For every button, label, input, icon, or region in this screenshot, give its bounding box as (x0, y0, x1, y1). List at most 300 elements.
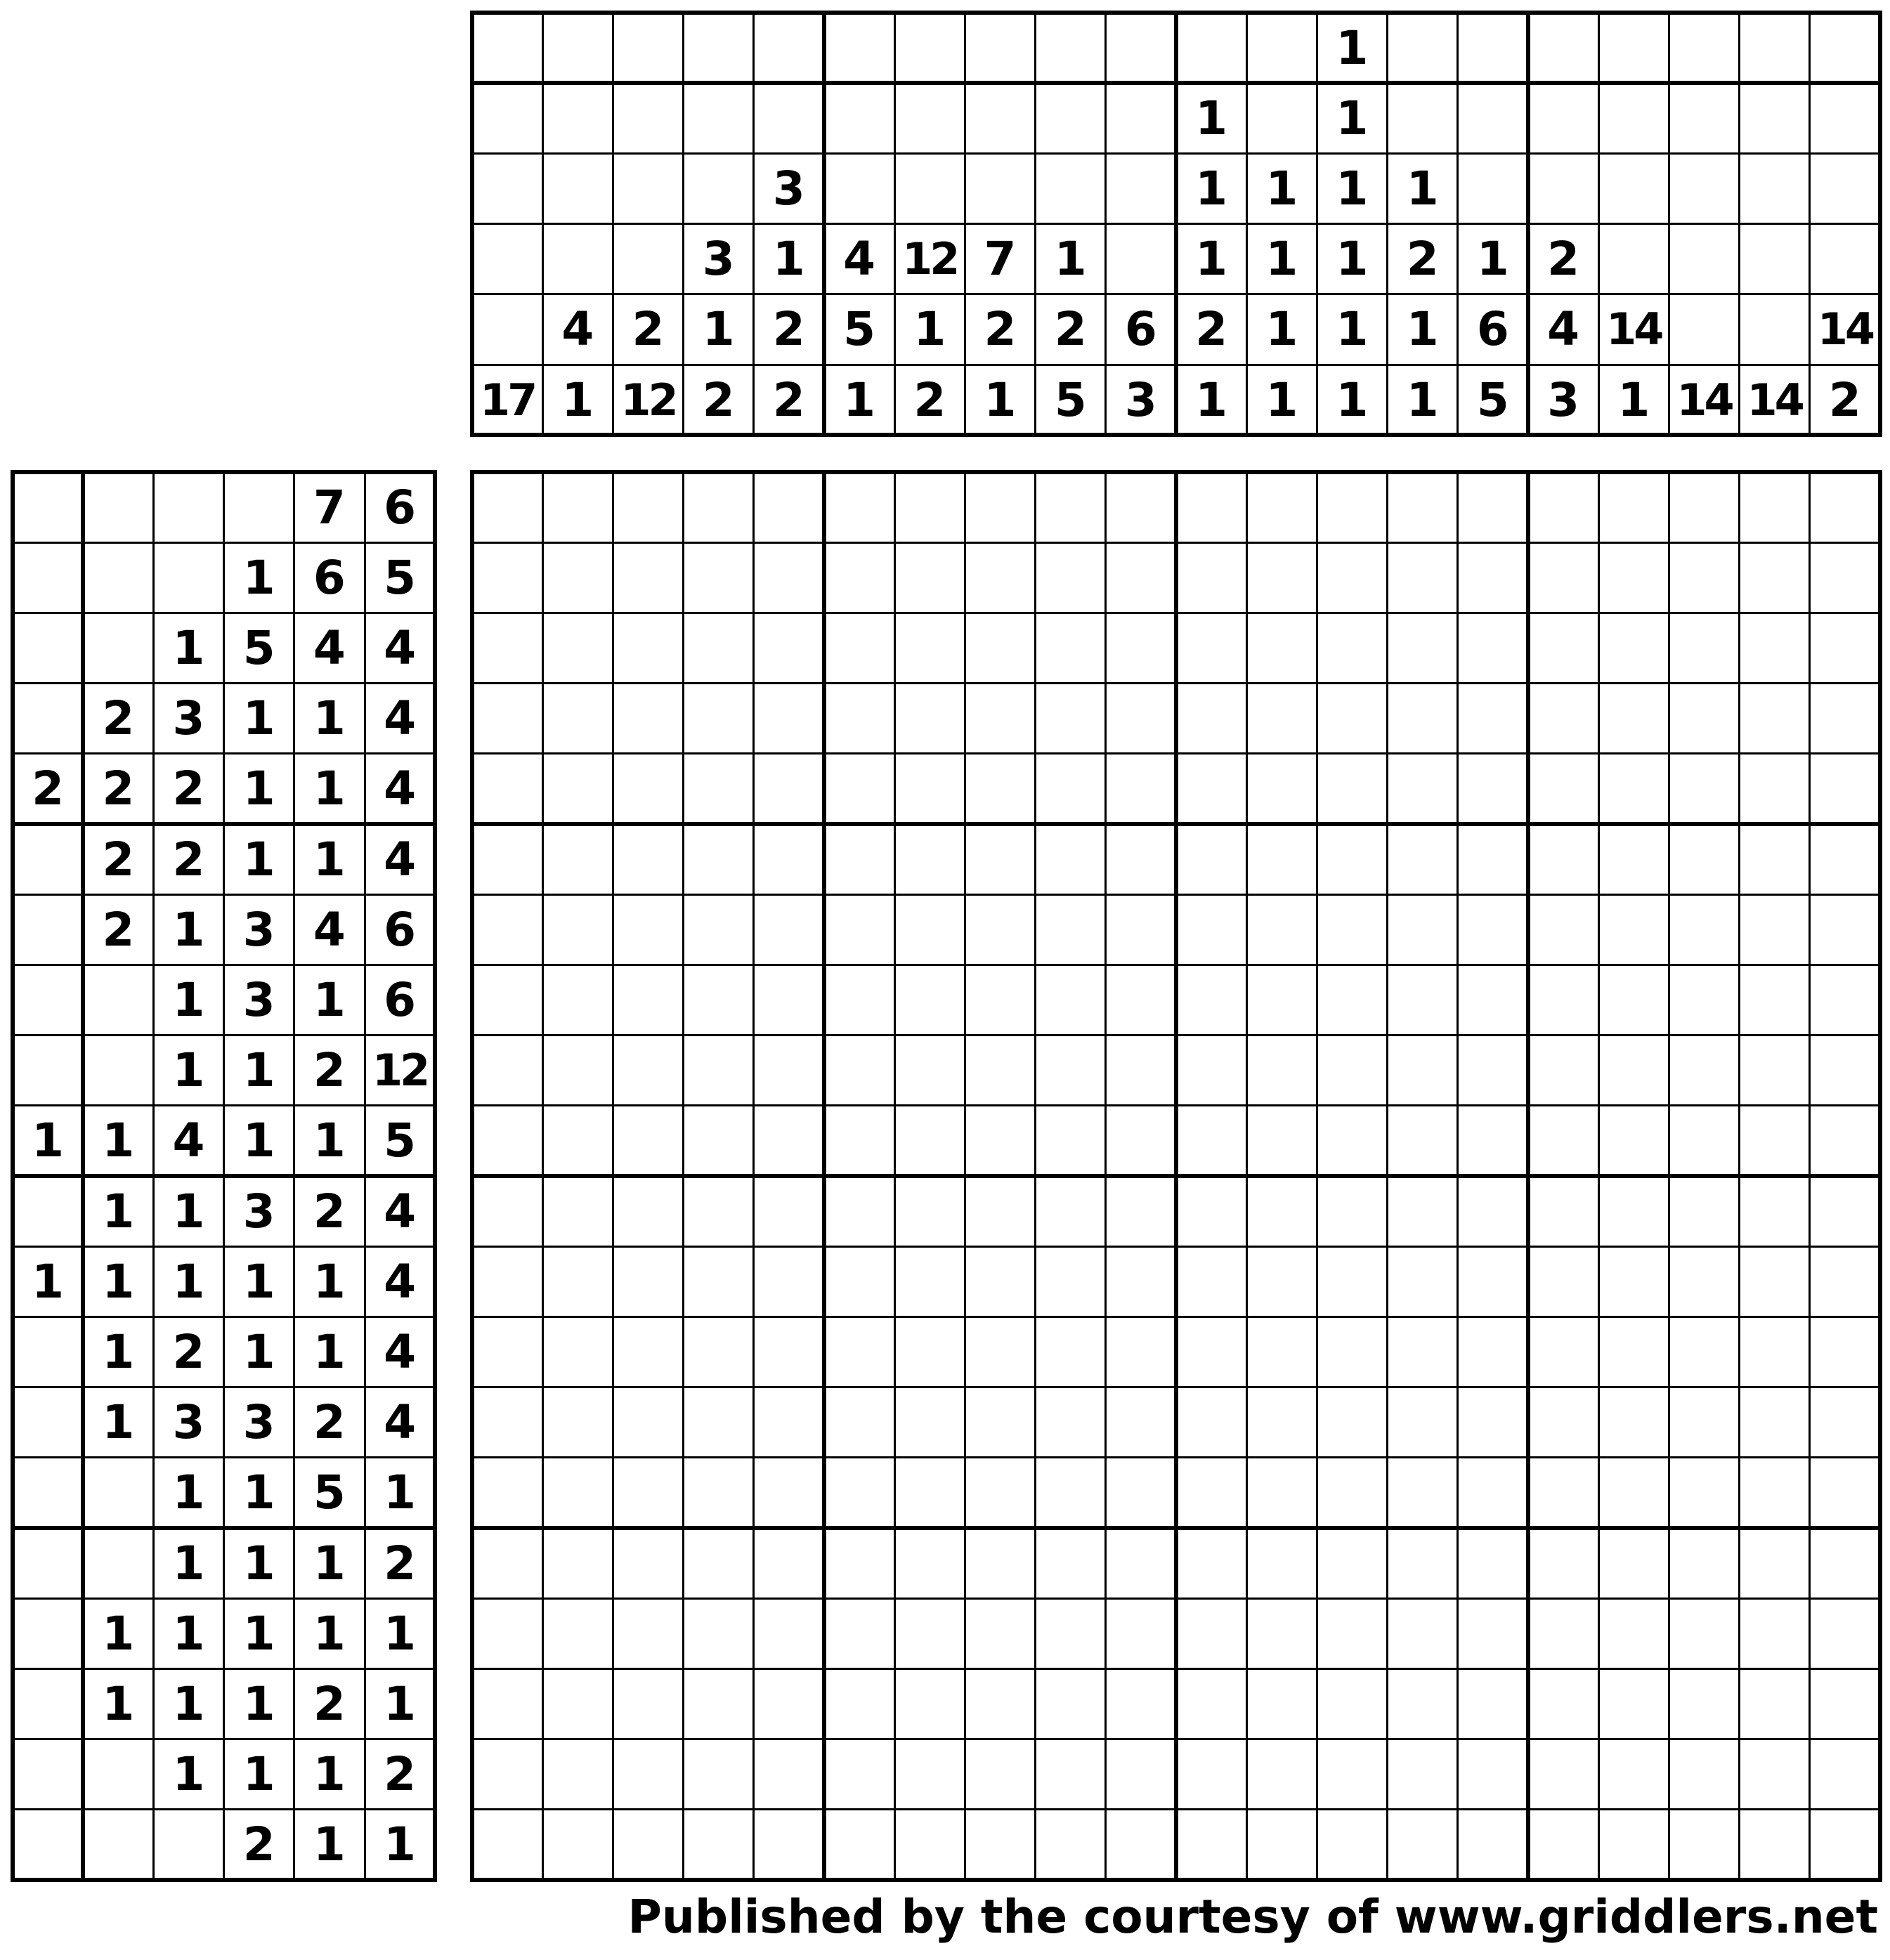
puzzle-cell[interactable] (1810, 1387, 1880, 1458)
puzzle-cell[interactable] (754, 472, 824, 542)
puzzle-cell[interactable] (824, 1317, 894, 1387)
puzzle-cell[interactable] (1036, 754, 1106, 824)
puzzle-cell[interactable] (1317, 1598, 1387, 1668)
puzzle-cell[interactable] (1740, 542, 1810, 613)
puzzle-cell[interactable] (1669, 1810, 1739, 1880)
puzzle-cell[interactable] (1528, 1246, 1598, 1317)
puzzle-cell[interactable] (1458, 1176, 1528, 1246)
puzzle-cell[interactable] (1458, 1810, 1528, 1880)
puzzle-cell[interactable] (472, 1739, 542, 1810)
puzzle-cell[interactable] (1036, 1739, 1106, 1810)
puzzle-cell[interactable] (1810, 965, 1880, 1035)
puzzle-cell[interactable] (1317, 542, 1387, 613)
puzzle-cell[interactable] (754, 894, 824, 965)
puzzle-cell[interactable] (1036, 1810, 1106, 1880)
puzzle-cell[interactable] (1458, 754, 1528, 824)
puzzle-cell[interactable] (824, 1739, 894, 1810)
puzzle-cell[interactable] (754, 542, 824, 613)
puzzle-cell[interactable] (684, 1387, 754, 1458)
puzzle-cell[interactable] (1810, 824, 1880, 894)
puzzle-cell[interactable] (1810, 542, 1880, 613)
puzzle-cell[interactable] (1176, 1106, 1246, 1176)
puzzle-cell[interactable] (1669, 1528, 1739, 1598)
puzzle-cell[interactable] (684, 1317, 754, 1387)
puzzle-cell[interactable] (1740, 1458, 1810, 1528)
puzzle-cell[interactable] (542, 1458, 613, 1528)
puzzle-cell[interactable] (1317, 965, 1387, 1035)
puzzle-cell[interactable] (1598, 824, 1669, 894)
puzzle-cell[interactable] (1036, 1598, 1106, 1668)
puzzle-cell[interactable] (613, 1668, 683, 1739)
puzzle-cell[interactable] (1810, 894, 1880, 965)
puzzle-cell[interactable] (965, 472, 1035, 542)
puzzle-cell[interactable] (1528, 824, 1598, 894)
puzzle-cell[interactable] (1528, 1458, 1598, 1528)
puzzle-cell[interactable] (472, 613, 542, 683)
puzzle-cell[interactable] (613, 542, 683, 613)
puzzle-cell[interactable] (684, 1458, 754, 1528)
puzzle-cell[interactable] (1669, 754, 1739, 824)
puzzle-cell[interactable] (1176, 1810, 1246, 1880)
puzzle-cell[interactable] (1036, 894, 1106, 965)
puzzle-cell[interactable] (965, 965, 1035, 1035)
puzzle-cell[interactable] (613, 1739, 683, 1810)
puzzle-cell[interactable] (1669, 894, 1739, 965)
puzzle-cell[interactable] (542, 1739, 613, 1810)
puzzle-cell[interactable] (1740, 824, 1810, 894)
puzzle-cell[interactable] (965, 1598, 1035, 1668)
puzzle-cell[interactable] (472, 965, 542, 1035)
puzzle-cell[interactable] (472, 754, 542, 824)
puzzle-cell[interactable] (1810, 1176, 1880, 1246)
puzzle-cell[interactable] (754, 1246, 824, 1317)
puzzle-cell[interactable] (1810, 1528, 1880, 1598)
puzzle-cell[interactable] (684, 1668, 754, 1739)
puzzle-cell[interactable] (1176, 894, 1246, 965)
puzzle-cell[interactable] (613, 684, 683, 754)
puzzle-cell[interactable] (1106, 1246, 1176, 1317)
puzzle-cell[interactable] (1246, 1668, 1317, 1739)
puzzle-cell[interactable] (754, 754, 824, 824)
puzzle-cell[interactable] (1528, 472, 1598, 542)
puzzle-cell[interactable] (965, 824, 1035, 894)
puzzle-cell[interactable] (1740, 684, 1810, 754)
puzzle-cell[interactable] (1106, 1598, 1176, 1668)
puzzle-cell[interactable] (754, 613, 824, 683)
puzzle-cell[interactable] (965, 894, 1035, 965)
puzzle-cell[interactable] (684, 1739, 754, 1810)
puzzle-cell[interactable] (965, 1739, 1035, 1810)
puzzle-cell[interactable] (472, 1246, 542, 1317)
puzzle-cell[interactable] (1740, 472, 1810, 542)
puzzle-cell[interactable] (1246, 1106, 1317, 1176)
puzzle-cell[interactable] (1669, 1668, 1739, 1739)
puzzle-cell[interactable] (613, 1106, 683, 1176)
puzzle-cell[interactable] (824, 1035, 894, 1106)
puzzle-cell[interactable] (1317, 1246, 1387, 1317)
puzzle-cell[interactable] (824, 613, 894, 683)
puzzle-cell[interactable] (1810, 1810, 1880, 1880)
puzzle-cell[interactable] (1317, 1106, 1387, 1176)
puzzle-cell[interactable] (1810, 1035, 1880, 1106)
puzzle-cell[interactable] (1528, 542, 1598, 613)
puzzle-cell[interactable] (1246, 1176, 1317, 1246)
puzzle-cell[interactable] (1317, 1035, 1387, 1106)
puzzle-cell[interactable] (542, 472, 613, 542)
puzzle-cell[interactable] (1036, 965, 1106, 1035)
puzzle-cell[interactable] (472, 824, 542, 894)
puzzle-cell[interactable] (894, 1387, 965, 1458)
puzzle-cell[interactable] (1176, 613, 1246, 683)
puzzle-cell[interactable] (1388, 965, 1458, 1035)
puzzle-cell[interactable] (1528, 894, 1598, 965)
puzzle-cell[interactable] (1246, 684, 1317, 754)
puzzle-cell[interactable] (1740, 613, 1810, 683)
puzzle-cell[interactable] (754, 1458, 824, 1528)
puzzle-cell[interactable] (754, 684, 824, 754)
puzzle-cell[interactable] (542, 1810, 613, 1880)
puzzle-cell[interactable] (472, 1176, 542, 1246)
puzzle-cell[interactable] (1246, 613, 1317, 683)
puzzle-cell[interactable] (1598, 1106, 1669, 1176)
puzzle-cell[interactable] (1388, 1106, 1458, 1176)
puzzle-cell[interactable] (1176, 965, 1246, 1035)
puzzle-cell[interactable] (1458, 965, 1528, 1035)
puzzle-cell[interactable] (824, 1458, 894, 1528)
puzzle-cell[interactable] (1317, 1810, 1387, 1880)
puzzle-cell[interactable] (754, 1387, 824, 1458)
puzzle-cell[interactable] (1036, 1106, 1106, 1176)
puzzle-cell[interactable] (1036, 1176, 1106, 1246)
puzzle-cell[interactable] (1669, 824, 1739, 894)
puzzle-cell[interactable] (894, 1668, 965, 1739)
puzzle-cell[interactable] (1106, 754, 1176, 824)
puzzle-cell[interactable] (1317, 1387, 1387, 1458)
puzzle-cell[interactable] (824, 542, 894, 613)
puzzle-cell[interactable] (1317, 1739, 1387, 1810)
puzzle-cell[interactable] (1246, 1387, 1317, 1458)
puzzle-cell[interactable] (824, 754, 894, 824)
puzzle-cell[interactable] (1458, 1246, 1528, 1317)
puzzle-cell[interactable] (1388, 1035, 1458, 1106)
puzzle-cell[interactable] (965, 1810, 1035, 1880)
puzzle-cell[interactable] (1598, 1810, 1669, 1880)
puzzle-cell[interactable] (1528, 1810, 1598, 1880)
puzzle-cell[interactable] (1176, 1739, 1246, 1810)
puzzle-cell[interactable] (684, 1528, 754, 1598)
puzzle-cell[interactable] (1388, 1458, 1458, 1528)
puzzle-cell[interactable] (1458, 613, 1528, 683)
puzzle-cell[interactable] (965, 684, 1035, 754)
puzzle-cell[interactable] (1528, 1317, 1598, 1387)
puzzle-cell[interactable] (542, 1528, 613, 1598)
puzzle-cell[interactable] (1598, 1176, 1669, 1246)
puzzle-cell[interactable] (1740, 965, 1810, 1035)
puzzle-cell[interactable] (1388, 824, 1458, 894)
puzzle-cell[interactable] (472, 684, 542, 754)
puzzle-cell[interactable] (1740, 754, 1810, 824)
puzzle-cell[interactable] (965, 1528, 1035, 1598)
puzzle-cell[interactable] (1388, 542, 1458, 613)
puzzle-cell[interactable] (1106, 1317, 1176, 1387)
puzzle-cell[interactable] (1740, 1035, 1810, 1106)
puzzle-cell[interactable] (1669, 1106, 1739, 1176)
puzzle-cell[interactable] (894, 965, 965, 1035)
puzzle-cell[interactable] (1810, 754, 1880, 824)
puzzle-cell[interactable] (1810, 1739, 1880, 1810)
puzzle-cell[interactable] (684, 1598, 754, 1668)
puzzle-cell[interactable] (1246, 1810, 1317, 1880)
puzzle-cell[interactable] (1246, 1458, 1317, 1528)
puzzle-cell[interactable] (965, 1246, 1035, 1317)
puzzle-cell[interactable] (1528, 1176, 1598, 1246)
puzzle-cell[interactable] (684, 894, 754, 965)
puzzle-cell[interactable] (824, 1106, 894, 1176)
puzzle-cell[interactable] (1598, 1246, 1669, 1317)
puzzle-cell[interactable] (754, 1317, 824, 1387)
puzzle-cell[interactable] (754, 1176, 824, 1246)
puzzle-cell[interactable] (1740, 1317, 1810, 1387)
puzzle-cell[interactable] (1176, 1246, 1246, 1317)
puzzle-cell[interactable] (613, 1246, 683, 1317)
puzzle-cell[interactable] (1317, 472, 1387, 542)
puzzle-cell[interactable] (1317, 684, 1387, 754)
puzzle-cell[interactable] (1388, 472, 1458, 542)
puzzle-cell[interactable] (894, 1246, 965, 1317)
puzzle-cell[interactable] (1106, 894, 1176, 965)
puzzle-cell[interactable] (1669, 1387, 1739, 1458)
puzzle-cell[interactable] (1036, 1246, 1106, 1317)
puzzle-cell[interactable] (1669, 542, 1739, 613)
puzzle-cell[interactable] (613, 1598, 683, 1668)
puzzle-cell[interactable] (1176, 542, 1246, 613)
puzzle-cell[interactable] (1317, 1176, 1387, 1246)
puzzle-cell[interactable] (1669, 1035, 1739, 1106)
puzzle-cell[interactable] (965, 754, 1035, 824)
puzzle-cell[interactable] (1528, 684, 1598, 754)
puzzle-cell[interactable] (1669, 965, 1739, 1035)
puzzle-cell[interactable] (472, 542, 542, 613)
puzzle-cell[interactable] (1176, 754, 1246, 824)
puzzle-cell[interactable] (1036, 1668, 1106, 1739)
puzzle-cell[interactable] (965, 1035, 1035, 1106)
puzzle-cell[interactable] (754, 1810, 824, 1880)
puzzle-cell[interactable] (684, 542, 754, 613)
puzzle-cell[interactable] (613, 754, 683, 824)
puzzle-cell[interactable] (1669, 1317, 1739, 1387)
puzzle-cell[interactable] (1246, 1317, 1317, 1387)
puzzle-cell[interactable] (1317, 824, 1387, 894)
puzzle-cell[interactable] (754, 1528, 824, 1598)
puzzle-cell[interactable] (472, 1317, 542, 1387)
puzzle-cell[interactable] (1246, 894, 1317, 965)
puzzle-cell[interactable] (1598, 894, 1669, 965)
puzzle-cell[interactable] (613, 824, 683, 894)
puzzle-cell[interactable] (542, 754, 613, 824)
puzzle-cell[interactable] (754, 1598, 824, 1668)
puzzle-cell[interactable] (1740, 1739, 1810, 1810)
puzzle-cell[interactable] (542, 894, 613, 965)
puzzle-cell[interactable] (824, 824, 894, 894)
puzzle-cell[interactable] (1740, 1106, 1810, 1176)
puzzle-cell[interactable] (1598, 542, 1669, 613)
puzzle-cell[interactable] (1458, 1739, 1528, 1810)
puzzle-cell[interactable] (894, 1035, 965, 1106)
puzzle-cell[interactable] (824, 1528, 894, 1598)
puzzle-cell[interactable] (542, 824, 613, 894)
puzzle-cell[interactable] (1388, 1668, 1458, 1739)
puzzle-cell[interactable] (1388, 1739, 1458, 1810)
puzzle-cell[interactable] (542, 1035, 613, 1106)
puzzle-cell[interactable] (472, 1387, 542, 1458)
puzzle-cell[interactable] (1176, 824, 1246, 894)
puzzle-cell[interactable] (1740, 1528, 1810, 1598)
puzzle-cell[interactable] (1669, 1739, 1739, 1810)
puzzle-cell[interactable] (613, 613, 683, 683)
puzzle-cell[interactable] (754, 824, 824, 894)
puzzle-cell[interactable] (754, 1106, 824, 1176)
puzzle-cell[interactable] (1106, 1176, 1176, 1246)
puzzle-cell[interactable] (894, 1106, 965, 1176)
puzzle-cell[interactable] (1106, 1035, 1176, 1106)
puzzle-cell[interactable] (1810, 684, 1880, 754)
puzzle-cell[interactable] (1598, 754, 1669, 824)
puzzle-cell[interactable] (1106, 1458, 1176, 1528)
puzzle-cell[interactable] (965, 1317, 1035, 1387)
puzzle-cell[interactable] (1106, 1528, 1176, 1598)
puzzle-cell[interactable] (1810, 472, 1880, 542)
puzzle-cell[interactable] (542, 965, 613, 1035)
puzzle-cell[interactable] (1246, 824, 1317, 894)
puzzle-cell[interactable] (1528, 1106, 1598, 1176)
puzzle-cell[interactable] (1458, 1668, 1528, 1739)
puzzle-cell[interactable] (1810, 1317, 1880, 1387)
puzzle-cell[interactable] (1740, 1598, 1810, 1668)
puzzle-cell[interactable] (824, 684, 894, 754)
puzzle-cell[interactable] (613, 1458, 683, 1528)
puzzle-cell[interactable] (824, 894, 894, 965)
puzzle-cell[interactable] (1458, 684, 1528, 754)
puzzle-cell[interactable] (1036, 542, 1106, 613)
puzzle-cell[interactable] (824, 1598, 894, 1668)
puzzle-cell[interactable] (754, 1739, 824, 1810)
puzzle-cell[interactable] (1317, 613, 1387, 683)
puzzle-cell[interactable] (1598, 1035, 1669, 1106)
puzzle-cell[interactable] (894, 1598, 965, 1668)
puzzle-cell[interactable] (1598, 965, 1669, 1035)
puzzle-cell[interactable] (1528, 1668, 1598, 1739)
puzzle-cell[interactable] (1176, 1598, 1246, 1668)
puzzle-cell[interactable] (1598, 1317, 1669, 1387)
puzzle-cell[interactable] (472, 1668, 542, 1739)
puzzle-cell[interactable] (684, 965, 754, 1035)
puzzle-cell[interactable] (542, 684, 613, 754)
puzzle-cell[interactable] (894, 894, 965, 965)
puzzle-cell[interactable] (613, 472, 683, 542)
puzzle-cell[interactable] (1176, 472, 1246, 542)
puzzle-cell[interactable] (1176, 1668, 1246, 1739)
puzzle-cell[interactable] (613, 1176, 683, 1246)
puzzle-cell[interactable] (1106, 542, 1176, 613)
puzzle-cell[interactable] (1388, 1528, 1458, 1598)
puzzle-cell[interactable] (1810, 1458, 1880, 1528)
puzzle-cell[interactable] (1106, 1810, 1176, 1880)
puzzle-cell[interactable] (472, 472, 542, 542)
puzzle-cell[interactable] (472, 1035, 542, 1106)
puzzle-cell[interactable] (965, 542, 1035, 613)
puzzle-cell[interactable] (542, 613, 613, 683)
puzzle-cell[interactable] (1598, 1528, 1669, 1598)
puzzle-cell[interactable] (1388, 894, 1458, 965)
puzzle-cell[interactable] (965, 1668, 1035, 1739)
puzzle-cell[interactable] (1458, 894, 1528, 965)
puzzle-cell[interactable] (1106, 1739, 1176, 1810)
puzzle-cell[interactable] (824, 472, 894, 542)
puzzle-cell[interactable] (1036, 1387, 1106, 1458)
puzzle-cell[interactable] (965, 613, 1035, 683)
puzzle-cell[interactable] (1036, 613, 1106, 683)
puzzle-cell[interactable] (824, 1387, 894, 1458)
puzzle-cell[interactable] (894, 472, 965, 542)
puzzle-cell[interactable] (1388, 1810, 1458, 1880)
puzzle-cell[interactable] (684, 1035, 754, 1106)
puzzle-cell[interactable] (965, 1176, 1035, 1246)
puzzle-cell[interactable] (1669, 1176, 1739, 1246)
puzzle-cell[interactable] (1106, 824, 1176, 894)
puzzle-cell[interactable] (1669, 1246, 1739, 1317)
puzzle-cell[interactable] (1669, 1458, 1739, 1528)
puzzle-cell[interactable] (472, 1458, 542, 1528)
puzzle-cell[interactable] (1317, 1668, 1387, 1739)
puzzle-cell[interactable] (1598, 1668, 1669, 1739)
puzzle-cell[interactable] (1458, 1106, 1528, 1176)
puzzle-cell[interactable] (894, 684, 965, 754)
puzzle-cell[interactable] (1246, 542, 1317, 613)
puzzle-cell[interactable] (824, 1668, 894, 1739)
puzzle-cell[interactable] (1388, 684, 1458, 754)
puzzle-cell[interactable] (894, 1317, 965, 1387)
puzzle-cell[interactable] (1176, 1458, 1246, 1528)
puzzle-cell[interactable] (894, 1176, 965, 1246)
puzzle-cell[interactable] (894, 542, 965, 613)
puzzle-cell[interactable] (1528, 1528, 1598, 1598)
puzzle-cell[interactable] (1246, 1246, 1317, 1317)
puzzle-cell[interactable] (1036, 684, 1106, 754)
puzzle-cell[interactable] (754, 965, 824, 1035)
puzzle-cell[interactable] (542, 1176, 613, 1246)
puzzle-cell[interactable] (1810, 613, 1880, 683)
puzzle-cell[interactable] (824, 1246, 894, 1317)
puzzle-cell[interactable] (472, 1106, 542, 1176)
puzzle-cell[interactable] (542, 542, 613, 613)
puzzle-cell[interactable] (684, 754, 754, 824)
puzzle-cell[interactable] (684, 1810, 754, 1880)
puzzle-cell[interactable] (1176, 684, 1246, 754)
puzzle-cell[interactable] (1458, 1528, 1528, 1598)
puzzle-cell[interactable] (613, 1387, 683, 1458)
puzzle-cell[interactable] (1458, 1598, 1528, 1668)
puzzle-cell[interactable] (1106, 1387, 1176, 1458)
puzzle-cell[interactable] (1740, 1176, 1810, 1246)
puzzle-cell[interactable] (1528, 613, 1598, 683)
puzzle-cell[interactable] (894, 824, 965, 894)
puzzle-cell[interactable] (1740, 1668, 1810, 1739)
puzzle-cell[interactable] (1106, 613, 1176, 683)
puzzle-cell[interactable] (965, 1106, 1035, 1176)
puzzle-cell[interactable] (1246, 1739, 1317, 1810)
puzzle-cell[interactable] (1598, 472, 1669, 542)
puzzle-cell[interactable] (542, 1317, 613, 1387)
